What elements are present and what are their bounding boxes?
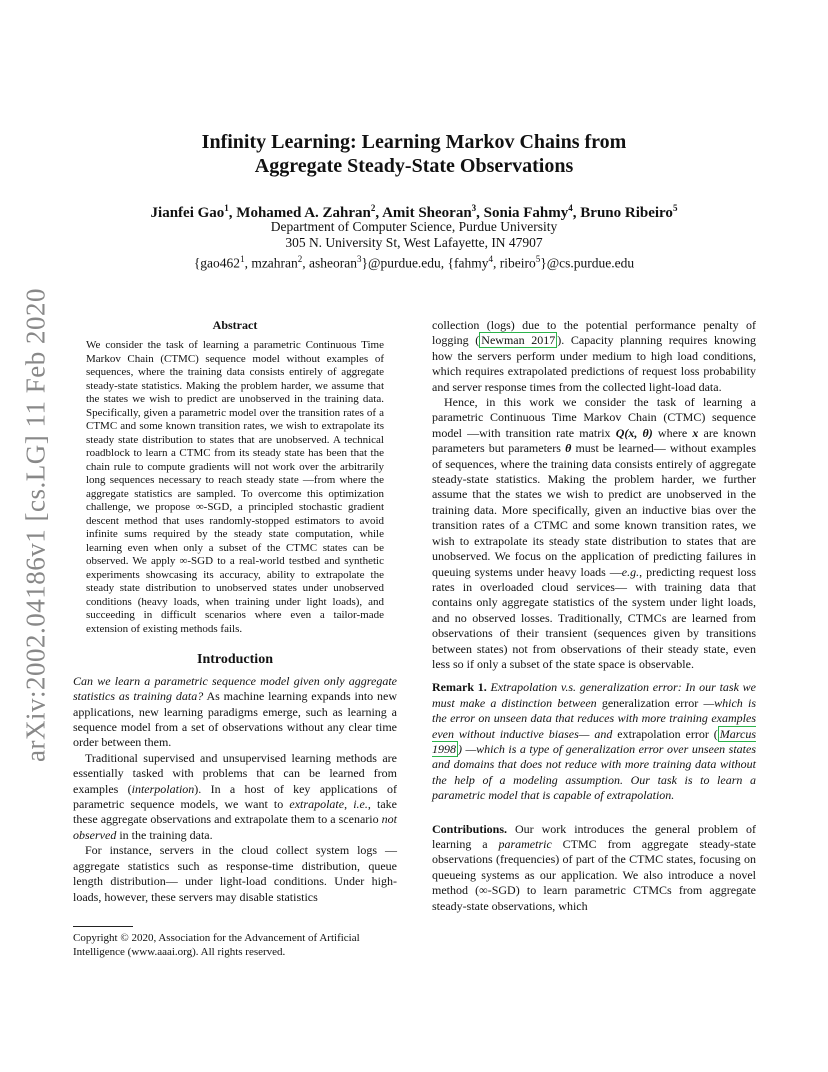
intro-text: in the training data.	[116, 827, 213, 842]
copyright-line-2: Intelligence (www.aaai.org). All rights reserved.	[73, 946, 286, 958]
footnote-rule	[73, 926, 133, 927]
author-name: , Amit Sheoran	[375, 205, 472, 221]
email-superscript: 2	[297, 254, 303, 264]
email-text: {gao462	[193, 255, 241, 271]
remark-label: Remark 1.	[432, 680, 487, 695]
intro-text: , take these aggregate observations and extrapolate them to a scenario	[73, 797, 397, 827]
title-line-1: Infinity Learning: Learning Markov Chains from	[201, 131, 627, 153]
arxiv-stamp	[14, 290, 58, 760]
remark-text: Extrapolation v.s. generalization error: In our task we must make a distinction between	[432, 680, 756, 710]
math-q-matrix: Q(x, θ)	[615, 425, 653, 440]
intro-emphasis: extrapolate	[289, 797, 345, 812]
intro-paragraph-3: For instance, servers in the cloud collect system logs —aggregate statistics such as response-time distribution, queue length distribution— under light-load conditions. Under high-loads, however, these servers may disable statistics	[73, 843, 397, 904]
intro-emphasis: i.e.	[353, 797, 368, 812]
left-column	[73, 318, 397, 905]
introduction-heading: Introduction	[197, 652, 273, 668]
intro-text: ). In a host of key applications of parametric sequence models, we want to	[73, 781, 398, 812]
copyright-line-1: Copyright © 2020, Association for the Advancement of Artificial	[73, 932, 360, 944]
intro-emphasis: interpolation	[131, 781, 195, 796]
body-text: Our work introduces the general problem of learning a	[432, 821, 756, 851]
body-text: Hence, in this work we consider the task of learning a parametric Continuous Time Markov Chain (CTMC) sequence model —with transition rate matrix	[432, 395, 756, 440]
citation-newman-2017[interactable]: Newman 2017	[481, 333, 556, 348]
email-superscript: 5	[535, 254, 541, 264]
abstract-heading: Abstract	[212, 318, 258, 332]
body-text: CTMC from aggregate steady-state observations (frequencies) of part of the CTMC states, focusing on queueing systems as our application. We also introduce a novel method (∞-SGD) to learn parametric CTMCs from aggregate steady-state observations, which	[432, 837, 756, 913]
body-text: collection (logs) due to the potential performance penalty of logging (	[432, 318, 756, 348]
right-paragraph-1	[432, 318, 756, 395]
intro-emphasis: not observed	[73, 812, 397, 842]
body-text: , predicting request loss rates in overloaded cloud services— with training data that contains only aggregate statistics of the system under light loads, and no observed losses. Traditionally, CTMCs are learned from observations of their transient (sequences given by transitions between states) not from observations of their steady state, even less so if only a subset of the state space is observable.	[432, 564, 756, 671]
intro-paragraph-2	[73, 751, 397, 843]
email-text: }@cs.purdue.edu	[540, 255, 635, 271]
email-superscript: 4	[488, 254, 494, 264]
paper-title	[0, 130, 828, 178]
author-superscript: 5	[672, 203, 678, 213]
email-superscript: 3	[357, 254, 362, 264]
remark-text: —which is the error on unseen data that reduces with more training examples even without inductive biases— and	[432, 695, 756, 741]
email-text: }@purdue.edu, {fahmy	[361, 255, 489, 271]
email-text: , ribeiro	[493, 255, 536, 271]
copyright-notice	[73, 926, 397, 959]
body-text: ). Capacity planning requires knowing how the servers perform under medium to high load conditions, which requires extrapolated predictions of request loss probability and server response times from the collected light-load data.	[432, 333, 756, 394]
math-theta: θ	[565, 441, 572, 456]
author-name: Jianfei Gao	[150, 205, 225, 221]
math-x: x	[692, 425, 699, 440]
author-superscript: 2	[370, 203, 376, 213]
author-superscript: 4	[568, 203, 573, 213]
contributions-paragraph	[432, 822, 756, 914]
intro-text: Traditional supervised and unsupervised learning methods are essentially tasked with problems that can be learned from examples (	[73, 750, 397, 796]
arxiv-stamp-text: arXiv:2002.04186v1 [cs.LG] 11 Feb 2020	[20, 288, 51, 762]
remark-1	[432, 680, 756, 803]
body-text: must be learned— without examples of sequences, where the training data consists entirely of aggregate steady-state statistics. Making the problem harder, we further assume that the states we wish to predict are unobserved in the training data. More specifically, given an inductive bias over the transition rates of a CTMC and some known transition rates, we wish to extrapolate its steady state distribution to states that are unobserved. We focus on the application of predicting failures in queuing systems under heavy loads —	[432, 441, 756, 579]
remark-text: (	[708, 726, 718, 741]
title-line-2: Aggregate Steady-State Observations	[254, 155, 574, 177]
email-text: , mzahran	[244, 255, 298, 271]
right-column	[432, 318, 756, 914]
affiliation-address: 305 N. University St, West Lafayette, IN 47907	[285, 235, 543, 250]
author-superscript: 1	[224, 203, 229, 213]
contributions-label: Contributions.	[432, 821, 508, 836]
email-text: , asheoran	[302, 255, 358, 271]
remark-text: ) —which is a type of generalization error over unseen states and domains that does not reduce with more training data without the help of a modeling assumption. Our task is to learn a parametric model that is capable of extrapolation.	[432, 741, 756, 803]
affiliation-department: Department of Computer Science, Purdue University	[270, 219, 558, 234]
remark-text: generalization error	[601, 695, 699, 710]
intro-paragraph-1	[73, 674, 397, 751]
author-name: , Sonia Fahmy	[476, 205, 569, 221]
affiliation-block	[0, 219, 828, 272]
author-superscript: 3	[471, 203, 477, 213]
author-name: , Mohamed A. Zahran	[228, 205, 371, 221]
intro-text: As machine learning expands into new applications, new learning paradigms emerge, such as learning a sequence model from a set of observations without any clear time order between them.	[73, 689, 397, 750]
body-emphasis: e.g.	[621, 564, 640, 579]
author-name: , Bruno Ribeiro	[572, 205, 673, 221]
remark-text: extrapolation error	[617, 726, 709, 741]
affiliation-emails	[0, 251, 828, 272]
body-text: where	[652, 425, 693, 440]
body-emphasis: parametric	[498, 837, 552, 851]
body-text: are known parameters but parameters	[432, 425, 757, 456]
citation-text: Marcus 1998	[432, 726, 757, 756]
abstract-text: We consider the task of learning a parametric Continuous Time Markov Chain (CTMC) sequence model without examples of sequences, where the training data consists entirely of aggregate steady-state statistics. Making the problem harder, we assume that the states we wish to predict are unobserved in the training data. Specifically, given a parametric model over the transition rates of a CTMC and some known transition rates, we wish to extrapolate its steady state distribution to states that are unobserved. A technical roadblock to learn a CTMC from its steady state has been that the chain rule to compute gradients will not work over the arbitrarily long sequences necessary to reach steady state —from where the aggregate statistics are sampled. To overcome this optimization challenge, we propose ∞-SGD, a principled stochastic gradient descent method that uses randomly-stopped estimators to avoid infinite sums required by the steady state computation, while learning even when only a subset of the CTMC states can be observed. We apply ∞-SGD to a real-world testbed and synthetic experiments showcasing its accuracy, ability to extrapolate the steady state distribution to unobserved states under unobserved conditions (heavy loads, when training under light loads), and succeeding in difficult scenarios where even a tailor-made extension of existing methods fails.	[86, 339, 384, 635]
right-paragraph-2	[432, 395, 756, 672]
intro-text: ,	[344, 797, 354, 812]
email-superscript: 1	[240, 254, 245, 264]
intro-question: Can we learn a parametric sequence model given only aggregate statistics as training data?	[73, 673, 397, 704]
